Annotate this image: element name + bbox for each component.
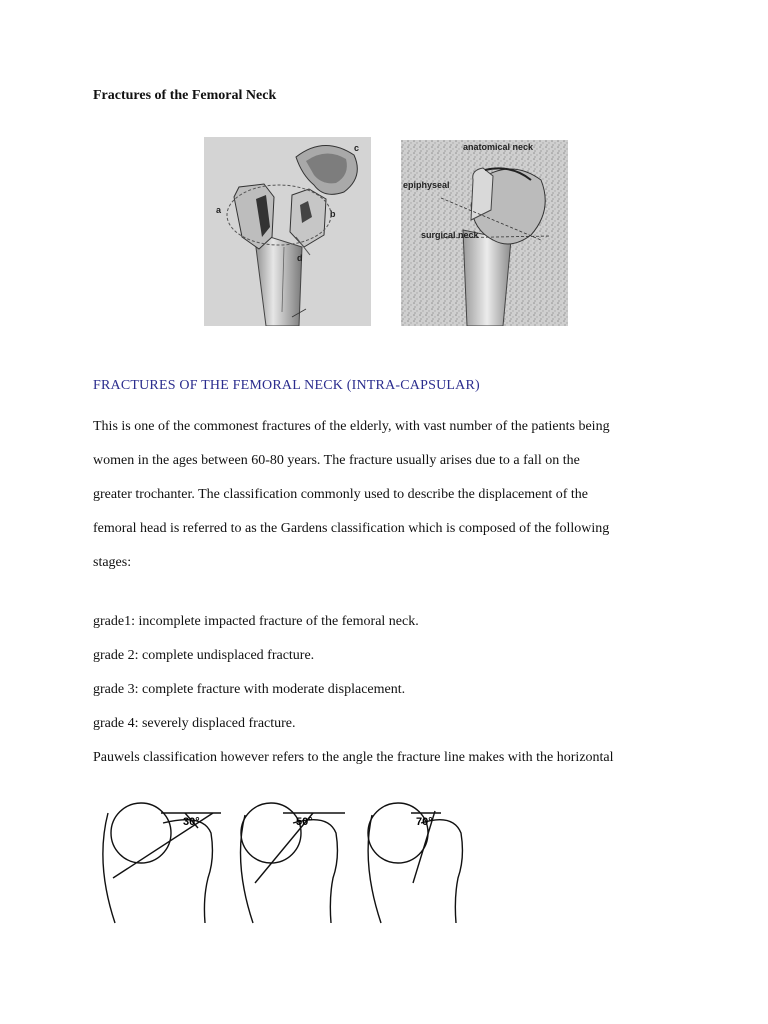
- grade-4-item: grade 4: severely displaced fracture.: [93, 716, 296, 731]
- label-surgical-neck: surgical neck: [421, 230, 479, 240]
- grade-2-item: grade 2: complete undisplaced fracture.: [93, 648, 315, 663]
- paragraph-line: stages:: [93, 555, 132, 570]
- document-title: Fractures of the Femoral Neck: [93, 88, 277, 103]
- paragraph-line: women in the ages between 60-80 years. The fracture usually arises due to a fall on the: [93, 453, 580, 468]
- humerus-neck-illustration: [401, 140, 568, 326]
- angle-label-3: 70°: [416, 816, 433, 828]
- femoral-fracture-illustration: [204, 137, 371, 326]
- angle-label-1: 30°: [183, 816, 200, 828]
- label-a: a: [216, 205, 222, 215]
- paragraph-line: greater trochanter. The classification commonly used to describe the displacement of the: [93, 487, 589, 502]
- label-anatomical-neck: anatomical neck: [463, 142, 534, 152]
- grade-1-item: grade1: incomplete impacted fracture of the femoral neck.: [93, 614, 419, 629]
- label-b: b: [330, 209, 336, 219]
- pauwels-text: Pauwels classification however refers to the angle the fracture line makes with the horizontal: [93, 750, 614, 765]
- angle-label-2: 50°: [296, 816, 313, 828]
- label-d: d: [297, 253, 303, 263]
- body-paragraph: [93, 410, 683, 580]
- pauwels-angle-diagrams: [93, 783, 478, 928]
- label-c: c: [354, 143, 360, 153]
- paragraph-line: femoral head is referred to as the Gardens classification which is composed of the following: [93, 521, 610, 536]
- paragraph-line: This is one of the commonest fractures of the elderly, with vast number of the patients being: [93, 419, 610, 434]
- section-heading: FRACTURES OF THE FEMORAL NECK (INTRA-CAPSULAR): [93, 378, 480, 393]
- grade-3-item: grade 3: complete fracture with moderate displacement.: [93, 682, 406, 697]
- label-epiphyseal: epiphyseal: [403, 180, 450, 190]
